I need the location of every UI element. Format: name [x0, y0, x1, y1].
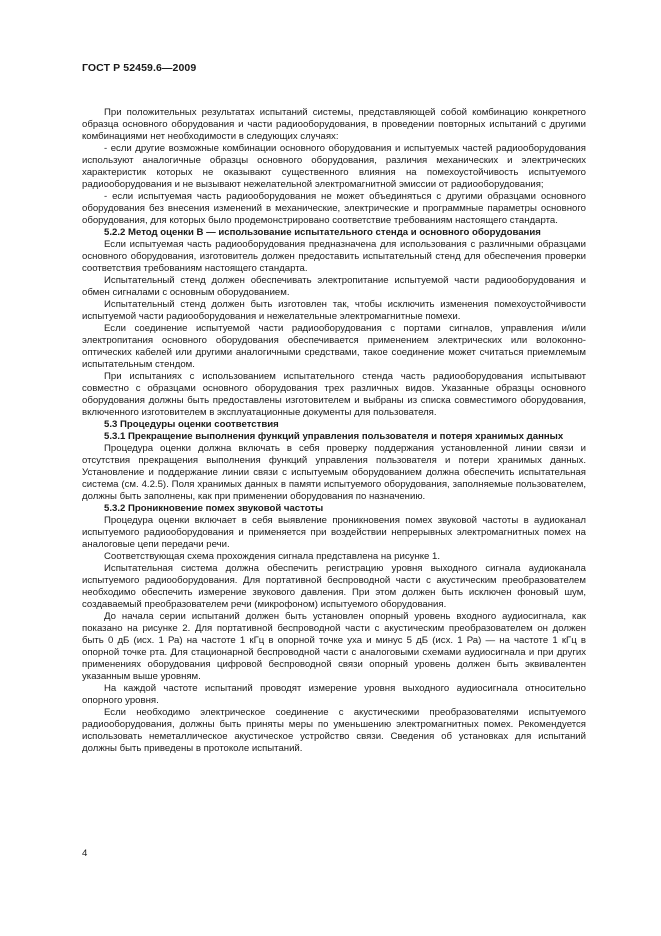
paragraph: При испытаниях с использованием испытательного стенда часть радиооборудования испытывают совместно с образцами основного оборудования трех различных видов. Указанные образцы основного оборудования должны быть предоставлены изготовителем и выбраны из списка совместимого оборудования, включенного изготовителем в эксплуатационные документы для пользователя.: [82, 371, 586, 418]
paragraph: На каждой частоте испытаний проводят измерение уровня выходного аудиосигнала относительно опорного уровня.: [82, 683, 586, 706]
paragraph: Испытательная система должна обеспечить регистрацию уровня выходного сигнала аудиоканала испытуемого радиооборудования. Для портативной беспроводной части с акустическим преобразователем необходимо обеспечить измерение звукового давления. При этом должен быть исключен фоновый шум, создаваемый преобразователем речи (микрофоном) испытуемого оборудования.: [82, 563, 586, 610]
page-number: 4: [82, 848, 88, 859]
standard-header: ГОСТ Р 52459.6—2009: [82, 62, 197, 74]
paragraph: До начала серии испытаний должен быть установлен опорный уровень входного аудиосигнала, как показано на рисунке 2. Для портативной беспроводной части с акустическим преобразователем он должен быть 0 дБ (исх. 1 Ра) на частоте 1 кГц в опорной точке уха и минус 5 дБ (исх. 1 Ра) — на частоте 1 кГц в опорной точке рта. Для стационарной беспроводной части с аналоговыми схемами аудиосигнала и при других применениях оборудования цифровой беспроводной связи опорный уровень должен быть эквивалентен указанным выше уровням.: [82, 611, 586, 682]
document-body: [82, 95, 586, 755]
paragraph: Если испытуемая часть радиооборудования предназначена для использования с различными образцами основного оборудования, изготовитель должен предоставить испытательный стенд для обеспечения проверки соответствия требованиям настоящего стандарта.: [82, 239, 586, 274]
paragraph: - если другие возможные комбинации основного оборудования и испытуемых частей радиооборудования используют аналогичные образцы основного оборудования, различия механических и электрических характеристик которых не оказывают существенного влияния на помехоустойчивость испытуемого радиооборудования и не вызывают нежелательной электромагнитной эмиссии от радиооборудования;: [82, 143, 586, 190]
paragraph: Процедура оценки должна включать в себя проверку поддержания установленной линии связи и отсутствия прекращения выполнения функций управления пользователя и потери хранимых данных. Установление и поддержание линии связи с испытуемым оборудованием должна обеспечить испытательная система (см. 4.2.5). Поля хранимых данных в памяти испытуемого оборудования, заполняемые пользователем, должны быть заполнены, как при применении оборудования по назначению.: [82, 443, 586, 502]
section-heading: 5.3 Процедуры оценки соответствия: [104, 419, 279, 430]
paragraph: Если необходимо электрическое соединение с акустическими преобразователями испытуемого радиооборудования, должны быть приняты меры по уменьшению электромагнитных помех. Рекомендуется использовать неметаллическое акустическое устройство связи. Сведения об установках для испытаний должны быть приведены в протоколе испытаний.: [82, 707, 586, 754]
section-heading: 5.2.2 Метод оценки В — использование испытательного стенда и основного оборудования: [104, 227, 541, 238]
section-heading: 5.3.2 Проникновение помех звуковой частоты: [104, 503, 324, 514]
paragraph: - если испытуемая часть радиооборудования не может объединяться с другими образцами основного оборудования без внесения изменений в механические, электрические и программные параметры основного оборудования, для которых было продемонстрировано соответствие требованиям настоящего стандарта.: [82, 191, 586, 226]
paragraph: Испытательный стенд должен быть изготовлен так, чтобы исключить изменения помехоустойчивости испытуемой части радиооборудования и нежелательные электромагнитные помехи.: [82, 299, 586, 322]
section-heading: 5.3.1 Прекращение выполнения функций управления пользователя и потеря хранимых данных: [104, 431, 564, 442]
paragraph: Процедура оценки включает в себя выявление проникновения помех звуковой частоты в аудиоканал испытуемого радиооборудования и применяется при воздействии непрерывных электромагнитных помех на аналоговые цепи передачи речи.: [82, 515, 586, 550]
paragraph: Соответствующая схема прохождения сигнала представлена на рисунке 1.: [104, 551, 441, 562]
paragraph: Испытательный стенд должен обеспечивать электропитание испытуемой части радиооборудования и обмен сигналами с основным оборудованием.: [82, 275, 586, 298]
paragraph: При положительных результатах испытаний системы, представляющей собой комбинацию конкретного образца основного оборудования и части радиооборудования, в проведении повторных испытаний с другими комбинациями нет необходимости в следующих случаях:: [82, 107, 586, 142]
paragraph: Если соединение испытуемой части радиооборудования с портами сигналов, управления и/или электропитания основного оборудования обеспечивается применением электрических или волоконно-оптических кабелей или другими аналогичными средствами, такое соединение может считаться приемлемым испытательным стендом.: [82, 323, 586, 370]
